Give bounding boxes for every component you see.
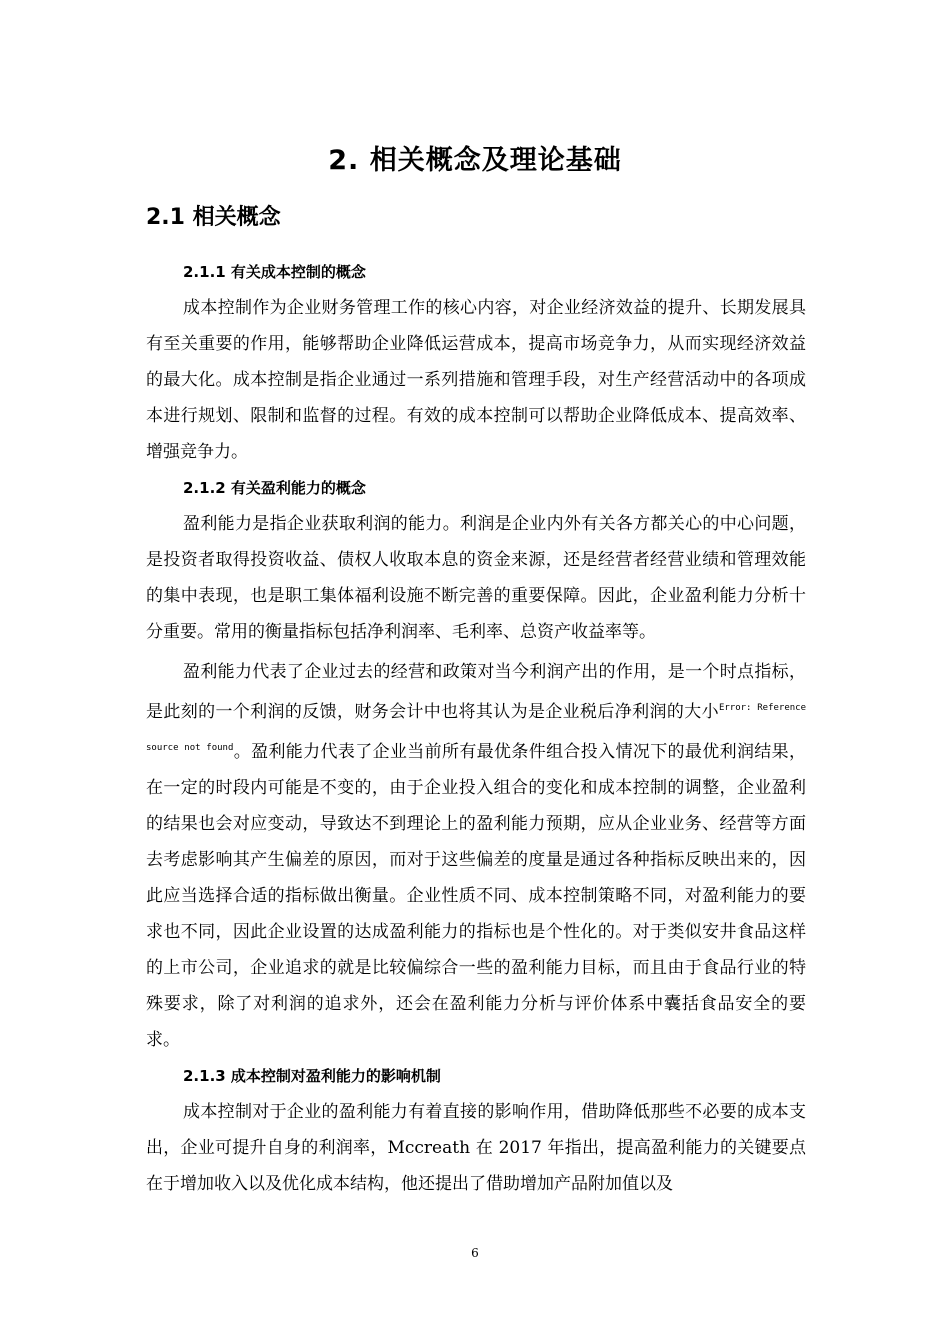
paragraph-cost-control: 成本控制作为企业财务管理工作的核心内容，对企业经济效益的提升、长期发展具有至关重要的作用，能够帮助企业降低运营成本，提高市场竞争力，从而实现经济效益的最大化。成本控制是指企业通过一系列措施和管理手段，对生产经营活动中的各项成本进行规划、限制和监督的过程。有效的成本控制可以帮助企业降低成本、提高效率、增强竞争力。 [146, 298, 806, 462]
chapter-title: 2. 相关概念及理论基础 [328, 145, 622, 176]
subsection-heading-mechanism: 2.1.3 成本控制对盈利能力的影响机制 [183, 1067, 441, 1085]
section-title: 2.1 相关概念 [146, 205, 281, 230]
subsection-heading-profitability: 2.1.2 有关盈利能力的概念 [183, 479, 366, 497]
paragraph-text-after-reference: 。盈利能力代表了企业当前所有最优条件组合投入情况下的最优利润结果，在一定的时段内可能是不变的，由于企业投入组合的变化和成本控制的调整，企业盈利的结果也会对应变动，导致达不到理论上的盈利能力预期，应从企业业务、经营等方面去考虑影响其产生偏差的原因，而对于这些偏差的度量是通过各种指标反映出来的，因此应当选择合适的指标做出衡量。企业性质不同、成本控制策略不同，对盈利能力的要求也不同，因此企业设置的达成盈利能力的指标也是个性化的。对于类似安井食品这样的上市公司，企业追求的就是比较偏综合一些的盈利能力目标，而且由于食品行业的特殊要求，除了对利润的追求外，还会在盈利能力分析与评价体系中囊括食品安全的要求。 [146, 742, 806, 1050]
page-number: 6 [471, 1246, 479, 1260]
subsection-heading-cost-control: 2.1.1 有关成本控制的概念 [183, 263, 366, 281]
paragraph-profitability-definition: 盈利能力是指企业获取利润的能力。利润是企业内外有关各方都关心的中心问题，是投资者取得投资收益、债权人收取本息的资金来源，还是经营者经营业绩和管理效能的集中表现，也是职工集体福利设施不断完善的重要保障。因此，企业盈利能力分析十分重要。常用的衡量指标包括净利润率、毛利率、总资产收益率等。 [146, 514, 806, 642]
paragraph-profitability-detail [146, 654, 806, 1058]
reference-error-note: Error: Reference source not found [146, 703, 806, 753]
paragraph-text-before-reference: 盈利能力代表了企业过去的经营和政策对当今利润产出的作用，是一个时点指标，是此刻的一个利润的反馈，财务会计中也将其认为是企业税后净利润的大小 [146, 662, 806, 722]
paragraph-mechanism: 成本控制对于企业的盈利能力有着直接的影响作用，借助降低那些不必要的成本支出，企业可提升自身的利润率，Mccreath 在 2017 年指出，提高盈利能力的关键要点在于增加收入以及优化成本结构，他还提出了借助增加产品附加值以及 [146, 1102, 806, 1194]
body-text [146, 254, 806, 1202]
